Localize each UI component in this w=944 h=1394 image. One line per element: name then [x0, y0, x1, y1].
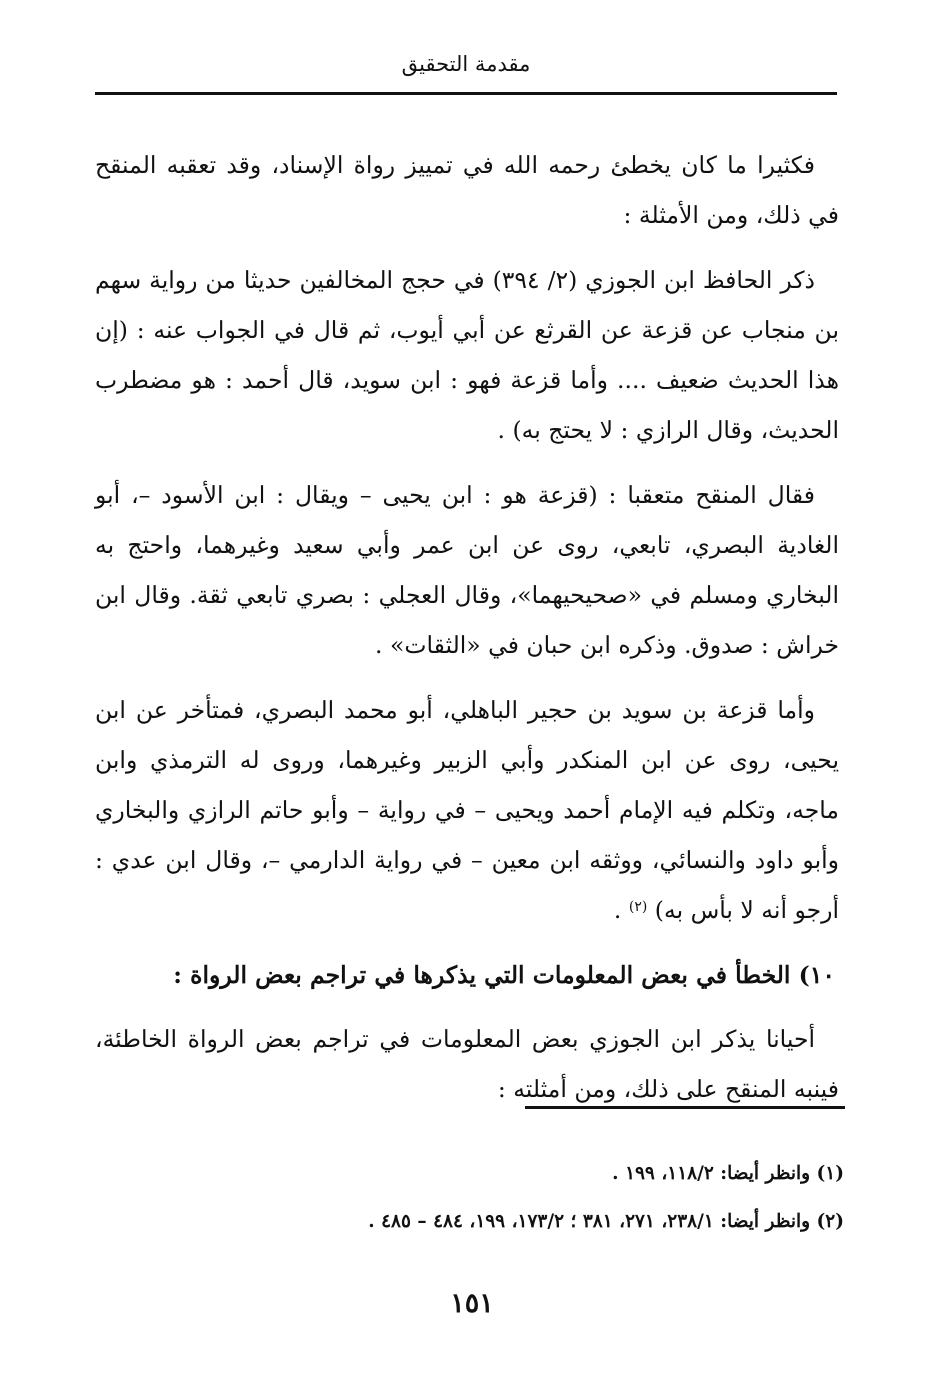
- paragraph: فقال المنقح متعقبا : (قزعة هو : ابن يحيى – ويقال : ابن الأسود –، أبو الغادية البصري، تابعي، روى عن ابن عمر وأبي سعيد وغيرهما، واحتج به البخاري ومسلم في «صحيحيهما»، وقال العجلي : بصري تابعي ثقة. وقال ابن خراش : صدوق. وذكره ابن حبان في «الثقات» .: [95, 481, 839, 659]
- footnote: (١) وانظر أيضا: ١١٨/٢، ١٩٩ .: [612, 1163, 844, 1184]
- main-text: [95, 140, 839, 1129]
- footnote: (٢) وانظر أيضا: ٢٣٨/١، ٢٧١، ٣٨١ ؛ ١٧٣/٢، ١٩٩، ٤٨٤ – ٤٨٥ .: [368, 1211, 844, 1232]
- footnotes: [95, 1150, 844, 1246]
- paragraph-text: وأما قزعة بن سويد بن حجير الباهلي، أبو محمد البصري، فمتأخر عن ابن يحيى، روى عن ابن المنكدر وأبي الزبير وغيرهما، وروى له الترمذي وابن ماجه، وتكلم فيه الإمام أحمد ويحيى – في رواية – وأبو حاتم الرازي والبخاري وأبو داود والنسائي، ووثقه ابن معين – في رواية الدارمي –، وقال ابن عدي : أرجو أنه لا بأس به): [95, 696, 839, 924]
- header-divider: [95, 92, 837, 95]
- paragraph-end: .: [613, 896, 629, 924]
- paragraph: [95, 685, 839, 935]
- footnote-reference: (٢): [628, 899, 648, 915]
- footnote-divider: [525, 1106, 845, 1109]
- running-header: مقدمة التحقيق: [401, 52, 531, 76]
- paragraph: فكثيرا ما كان يخطئ رحمه الله في تمييز رواة الإسناد، وقد تعقبه المنقح في ذلك، ومن الأمثلة :: [95, 151, 839, 229]
- paragraph: أحيانا يذكر ابن الجوزي بعض المعلومات في تراجم بعض الرواة الخاطئة، فينبه المنقح على ذلك، ومن أمثلته :: [95, 1025, 839, 1103]
- paragraph: ذكر الحافظ ابن الجوزي (٢/ ٣٩٤) في حجج المخالفين حديثا من رواية سهم بن منجاب عن قزعة عن القرثع عن أبي أيوب، ثم قال في الجواب عنه : (إن هذا الحديث ضعيف .... وأما قزعة فهو : ابن سويد، قال أحمد : هو مضطرب الحديث، وقال الرازي : لا يحتج به) .: [95, 266, 839, 444]
- section-heading: ١٠) الخطأ في بعض المعلومات التي يذكرها في تراجم بعض الرواة :: [173, 961, 835, 989]
- page-number: ١٥١: [450, 1288, 494, 1319]
